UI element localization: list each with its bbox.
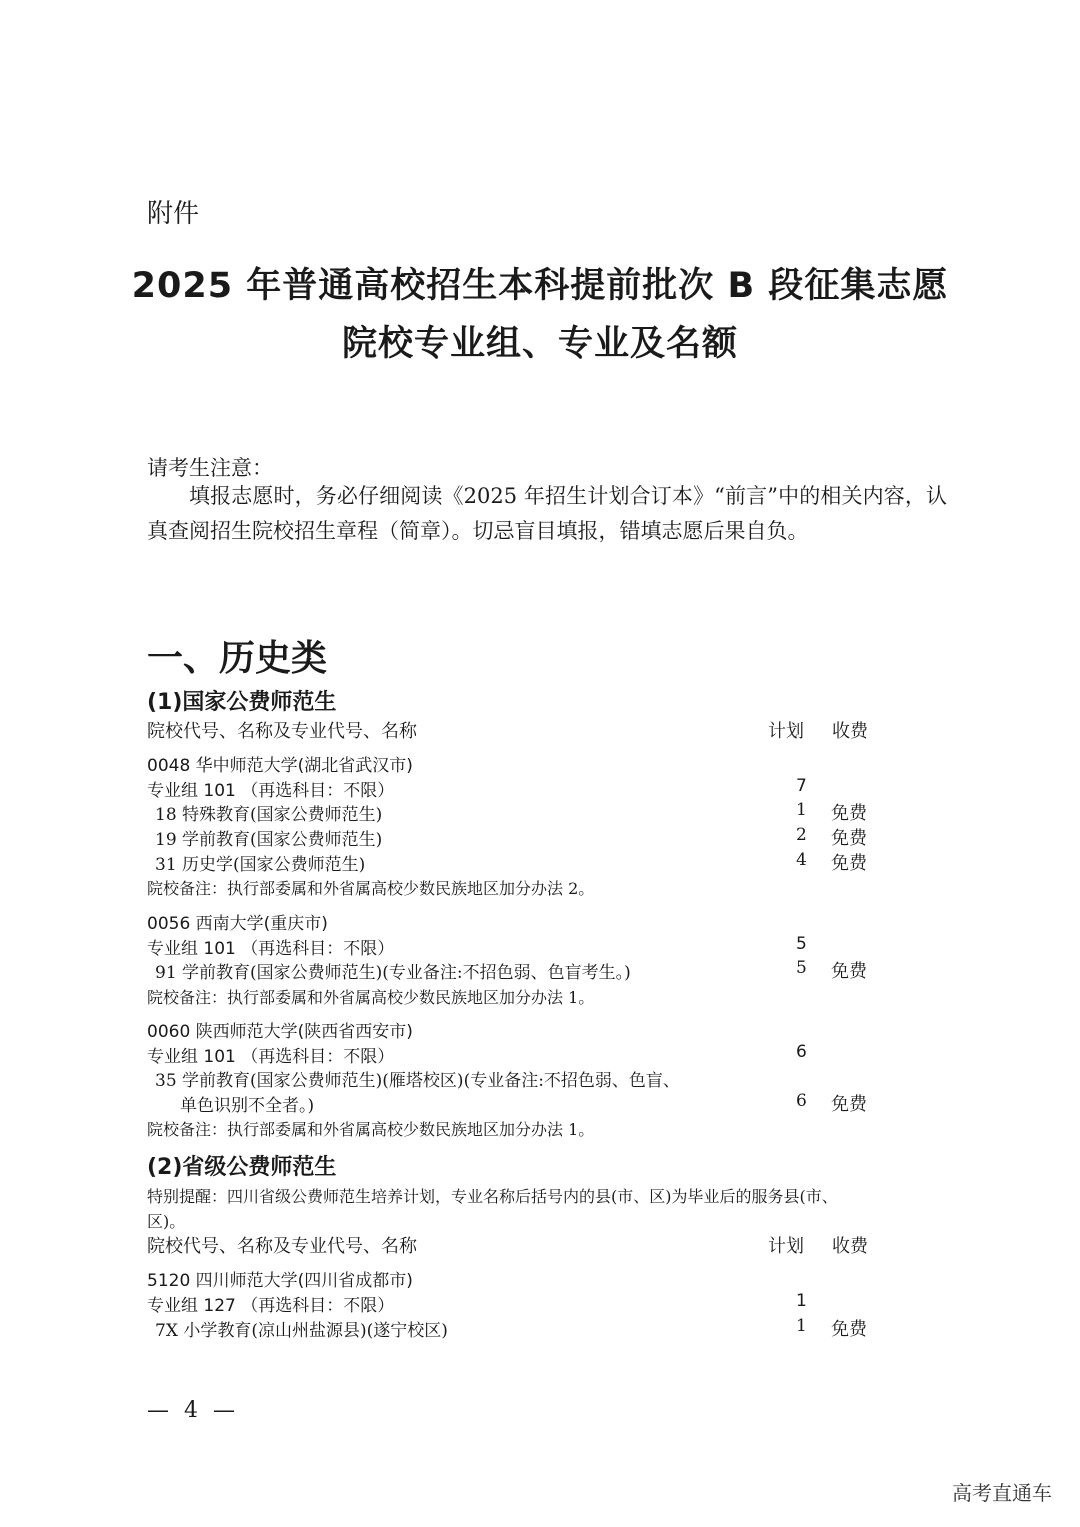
major-plan: 5 <box>796 958 807 978</box>
notice-body: 填报志愿时，务必仔细阅读《2025 年招生计划合订本》“前言”中的相关内容，认真查阅招生院校招生章程（简章）。切忌盲目填报，错填志愿后果自负。 <box>147 484 947 543</box>
major-fee: 免费 <box>831 803 867 824</box>
group-plan: 6 <box>796 1042 807 1062</box>
major-name: 7X 小学教育(凉山州盐源县)(遂宁校区) <box>155 1321 448 1341</box>
part1-title: (1)国家公费师范生 <box>147 690 337 715</box>
major-fee: 免费 <box>831 1094 867 1115</box>
major-name-continued: 单色识别不全者。) <box>180 1096 315 1116</box>
major-name: 18 特殊教育(国家公费师范生) <box>155 805 383 825</box>
school-name: 5120 四川师范大学(四川省成都市) <box>147 1271 413 1291</box>
group-plan: 1 <box>796 1291 807 1311</box>
school-remark <box>147 1117 594 1140</box>
special-tip-continued: 区)。 <box>147 1212 186 1231</box>
remark-text: 执行部委属和外省属高校少数民族地区加分办法 1。 <box>227 1120 595 1139</box>
part2-header-plan: 计划 <box>768 1236 804 1257</box>
special-tip <box>147 1184 838 1207</box>
major-name: 35 学前教育(国家公费师范生)(雁塔校区)(专业备注:不招色弱、色盲、 <box>155 1071 680 1091</box>
major-name: 19 学前教育(国家公费师范生) <box>155 830 383 850</box>
watermark: 高考直通车 <box>952 1481 1052 1505</box>
group-name: 专业组 101 （再选科目：不限） <box>147 1047 395 1067</box>
major-name: 31 历史学(国家公费师范生) <box>155 855 366 875</box>
major-plan: 2 <box>796 825 807 845</box>
group-plan: 5 <box>796 934 807 954</box>
remark-label: 院校备注： <box>147 988 228 1007</box>
major-fee: 免费 <box>831 961 867 982</box>
remark-label: 院校备注： <box>147 879 228 898</box>
part1-header-plan: 计划 <box>768 721 804 742</box>
remark-text: 执行部委属和外省属高校少数民族地区加分办法 1。 <box>227 988 595 1007</box>
group-name: 专业组 127 （再选科目：不限） <box>147 1296 395 1316</box>
major-fee: 免费 <box>831 1319 867 1340</box>
attachment-label: 附件 <box>147 199 200 229</box>
group-name: 专业组 101 （再选科目：不限） <box>147 781 395 801</box>
document-title-line1: 2025 年普通高校招生本科提前批次 B 段征集志愿 <box>131 266 949 306</box>
major-fee: 免费 <box>831 853 867 874</box>
major-fee: 免费 <box>831 828 867 849</box>
tip-label: 特别提醒： <box>147 1187 228 1206</box>
school-remark <box>147 985 594 1008</box>
tip-text: 四川省级公费师范生培养计划，专业名称后括号内的县(市、区)为毕业后的服务县(市、 <box>227 1187 838 1206</box>
part2-title: (2)省级公费师范生 <box>147 1155 337 1180</box>
remark-label: 院校备注： <box>147 1120 228 1139</box>
major-name: 91 学前教育(国家公费师范生)(专业备注:不招色弱、色盲考生。) <box>155 963 631 983</box>
part2-header-fee: 收费 <box>832 1236 868 1257</box>
school-remark <box>147 876 594 899</box>
page-number: — 4 — <box>147 1398 239 1423</box>
major-plan: 6 <box>796 1091 807 1111</box>
school-name: 0060 陕西师范大学(陕西省西安市) <box>147 1022 413 1042</box>
school-name: 0056 西南大学(重庆市) <box>147 914 328 934</box>
part1-header-fee: 收费 <box>832 721 868 742</box>
remark-text: 执行部委属和外省属高校少数民族地区加分办法 2。 <box>227 879 595 898</box>
major-plan: 4 <box>796 850 807 870</box>
part2-header-name: 院校代号、名称及专业代号、名称 <box>147 1236 417 1257</box>
major-plan: 1 <box>796 800 807 820</box>
notice-heading: 请考生注意： <box>147 456 273 480</box>
major-plan: 1 <box>796 1316 807 1336</box>
section-title: 一、历史类 <box>147 638 328 679</box>
part1-header-name: 院校代号、名称及专业代号、名称 <box>147 721 417 742</box>
school-name: 0048 华中师范大学(湖北省武汉市) <box>147 756 413 776</box>
group-name: 专业组 101 （再选科目：不限） <box>147 939 395 959</box>
group-plan: 7 <box>796 776 807 796</box>
document-title-line2: 院校专业组、专业及名额 <box>341 324 738 364</box>
